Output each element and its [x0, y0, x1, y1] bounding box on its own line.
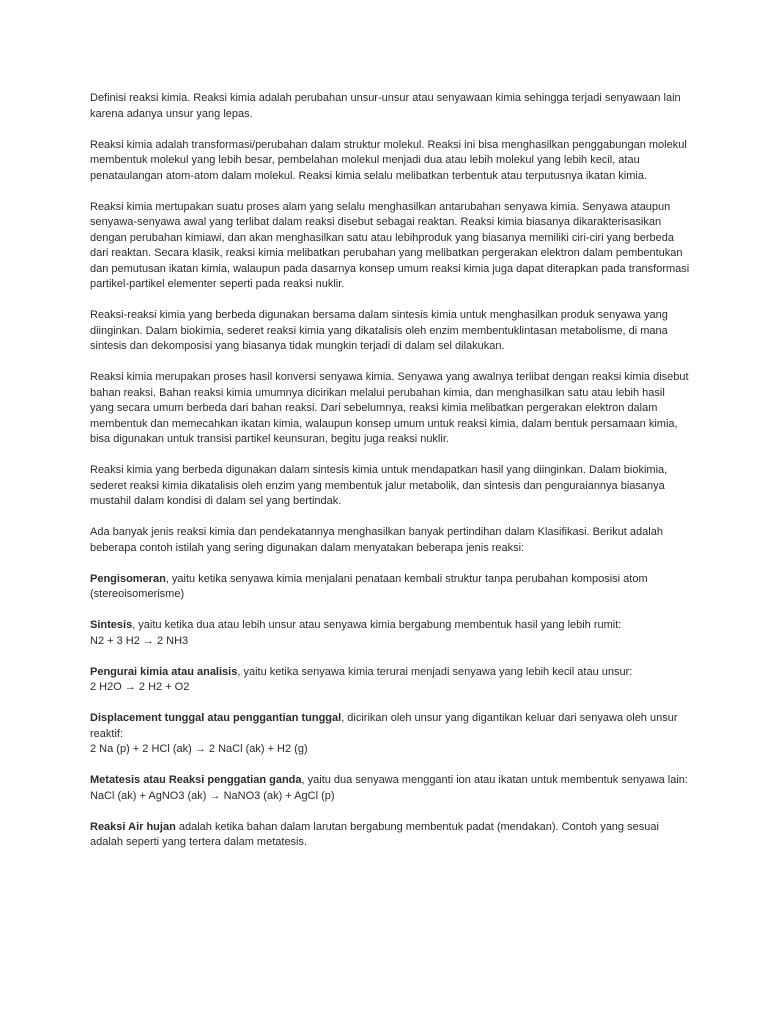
- reaction-type-synthesis: [90, 618, 690, 649]
- reaction-equation: 2 H2O → 2 H2 + O2: [90, 681, 190, 693]
- reaction-type-single-displacement: [90, 711, 690, 758]
- reaction-description: , dicirikan oleh unsur yang digantikan keluar dari senyawa oleh unsur reaktif:: [90, 712, 678, 740]
- reaction-term: Metatesis atau Reaksi penggatian ganda: [90, 774, 302, 786]
- reaction-description: adalah ketika bahan dalam larutan bergabung membentuk padat (mendakan). Contoh yang sesuai adalah seperti yang tertera dalam metatesis.: [90, 820, 659, 848]
- paragraph-synthesis-biochemistry: Reaksi-reaksi kimia yang berbeda digunakan bersama dalam sintesis kimia untuk menghasilkan produk senyawa yang diinginkan. Dalam biokimia, sederet reaksi kimia yang dikatalisis oleh enzim membentuklintasan metabolisme, di mana sintesis dan dekomposisi yang biasanya tidak mungkin terjadi di dalam sel dilakukan.: [90, 309, 668, 352]
- reaction-type-decomposition: [90, 665, 690, 696]
- reaction-equation: NaCl (ak) + AgNO3 (ak) → NaNO3 (ak) + AgCl (p): [90, 789, 335, 802]
- reaction-term: Pengisomeran: [90, 572, 166, 585]
- paragraph-transformation: Reaksi kimia adalah transformasi/perubahan dalam struktur molekul. Reaksi ini bisa menghasilkan penggabungan molekul membentuk molekul yang lebih besar, pembelahan molekul menjadi dua atau lebih molekul yang lebih kecil, atau penataulangan atom-atom dalam molekul. Reaksi kimia selalu melibatkan terbentuk atau terputusnya ikatan kimia.: [90, 138, 687, 182]
- reaction-description: , yaitu ketika senyawa kimia menjalani penataan kembali struktur tanpa perubahan komposisi atom (stereoisomerisme): [90, 572, 648, 600]
- reaction-type-isomerization: [90, 572, 690, 603]
- document-body: [90, 91, 690, 866]
- reaction-type-precipitation: [90, 820, 690, 851]
- reaction-description: , yaitu dua senyawa mengganti ion atau ikatan untuk membentuk senyawa lain:: [301, 774, 688, 786]
- reaction-equation: N2 + 3 H2 → 2 NH3: [90, 634, 189, 647]
- reaction-term: Reaksi Air hujan: [90, 820, 176, 833]
- reaction-term: Displacement tunggal atau penggantian tunggal: [90, 712, 342, 724]
- reaction-term: Sintesis: [90, 619, 133, 631]
- paragraph-metabolic: Reaksi kimia yang berbeda digunakan dalam sintesis kimia untuk mendapatkan hasil yang diinginkan. Dalam biokimia, sederet reaksi kimia dikatalisis oleh enzim yang membentuk jalur metabolik, dan sintesis dan penguraiannya biasanya mustahil dalam kondisi di dalam sel yang bertindak.: [90, 464, 668, 507]
- reaction-equation: 2 Na (p) + 2 HCl (ak) → 2 NaCl (ak) + H2 (g): [90, 743, 308, 755]
- paragraph-definition: Definisi reaksi kimia. Reaksi kimia adalah perubahan unsur-unsur atau senyawaan kimia sehingga terjadi senyawaan lain karena adanya unsur yang lepas.: [90, 92, 681, 120]
- reaction-type-metathesis: [90, 773, 690, 804]
- paragraph-conversion: Reaksi kimia merupakan proses hasil konversi senyawa kimia. Senyawa yang awalnya terlibat dengan reaksi kimia disebut bahan reaksi. Bahan reaksi kimia umumnya dicirikan melalui perubahan kimia, dan menghasilkan satu atau lebih hasil yang secara umum berbeda dari bahan reaksi. Dari sebelumnya, reaksi kimia melibatkan pergerakan elektron dalam membentuk dan memecahkan ikatan kimia, walaupun konsep umum untuk reaksi kimia, dalam bentuk persamaan kimia, bisa digunakan untuk transisi partikel keunsuran, begitu juga reaksi nuklir.: [90, 371, 689, 445]
- paragraph-natural-process: Reaksi kimia mertupakan suatu proses alam yang selalu menghasilkan antarubahan senyawa kimia. Senyawa ataupun senyawa-senyawa awal yang terlibat dalam reaksi disebut sebagai reaktan. Reaksi kimia biasanya dikarakterisasikan dengan perubahan kimiawi, dan akan menghasilkan satu atau lebihproduk yang biasanya memiliki ciri-ciri yang berbeda dari reaktan. Secara klasik, reaksi kimia melibatkan perubahan yang melibatkan pergerakan elektron dalam pembentukan dan pemutusan ikatan kimia, walaupun pada dasarnya konsep umum reaksi kimia juga dapat diterapkan pada transformasi partikel-partikel elementer seperti pada reaksi nuklir.: [90, 200, 690, 290]
- reaction-description: , yaitu ketika dua atau lebih unsur atau senyawa kimia bergabung membentuk hasil yang lebih rumit:: [132, 619, 622, 631]
- paragraph-classification-intro: Ada banyak jenis reaksi kimia dan pendekatannya menghasilkan banyak pertindihan dalam Klasifikasi. Berikut adalah beberapa contoh istilah yang sering digunakan dalam menyatakan beberapa jenis reaksi:: [90, 526, 663, 554]
- reaction-term: Pengurai kimia atau analisis: [90, 665, 238, 678]
- reaction-description: , yaitu ketika senyawa kimia terurai menjadi senyawa yang lebih kecil atau unsur:: [237, 665, 633, 678]
